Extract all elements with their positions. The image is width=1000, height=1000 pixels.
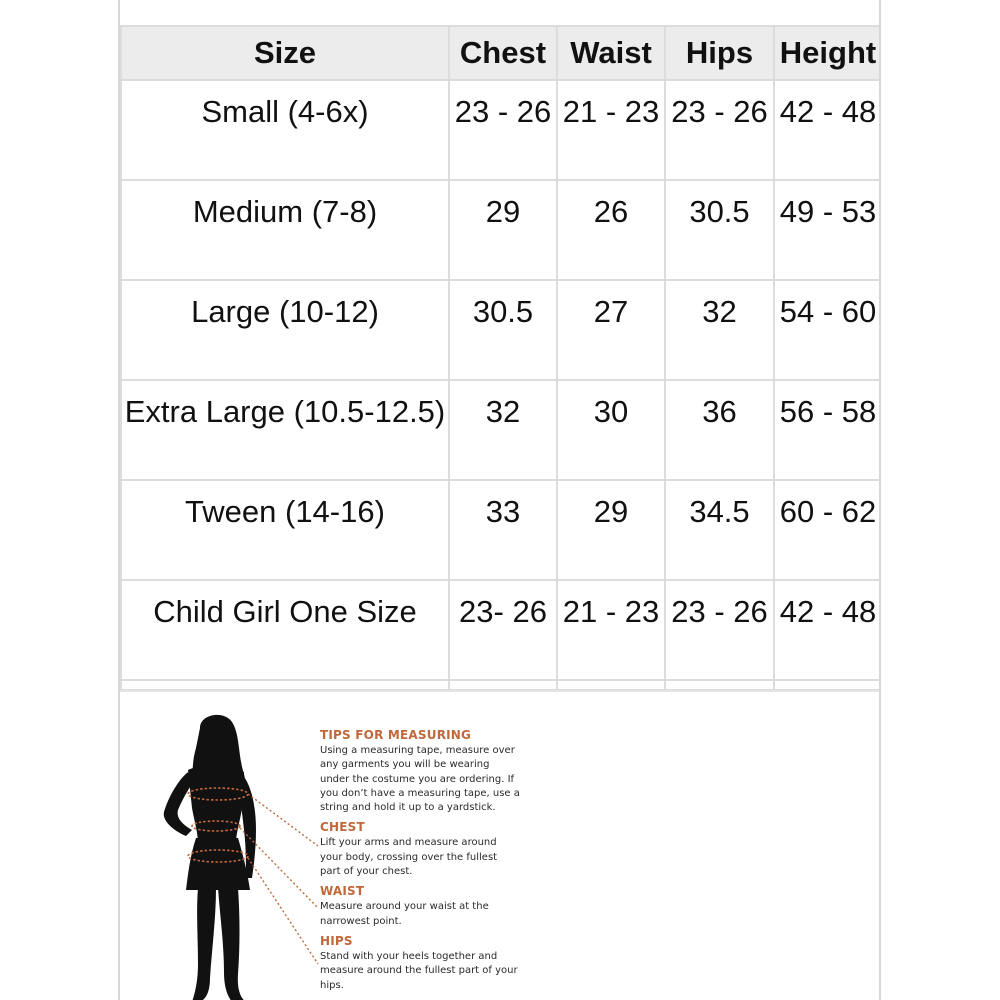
cell-size: Medium (7-8) [121,180,449,280]
table-row [121,480,881,580]
size-chart-table [120,25,881,691]
measuring-tips-section [120,690,881,1000]
cell-waist: 26 [557,180,665,280]
waist-text: Measure around your waist at the narrowest point. [320,901,489,927]
table-row [121,580,881,680]
hips-heading: HIPS [320,933,353,948]
cell-chest: 30.5 [449,280,557,380]
table-row [121,180,881,280]
tips-text-block [320,728,520,998]
waist-heading: WAIST [320,884,365,899]
header-hips: Hips [665,26,774,80]
cell-height: 42 - 48 [774,80,881,180]
table-row [121,380,881,480]
cell-height: 49 - 53 [774,180,881,280]
cell-hips: 36 [665,380,774,480]
header-size: Size [121,26,449,80]
chest-heading: CHEST [320,820,365,835]
cell-height: 60 - 62 [774,480,881,580]
cell-size: Extra Large (10.5-12.5) [121,380,449,480]
table-row [121,280,881,380]
table-row-partial [121,680,881,690]
size-chart-page [118,0,881,1000]
hips-text: Stand with your heels together and measure around the fullest part of your hips. [320,950,518,991]
cell-waist: 21 - 23 [557,80,665,180]
girl-silhouette-image [140,708,320,1000]
table-row [121,80,881,180]
cell-hips: 23 - 26 [665,80,774,180]
cell-hips: 34.5 [665,480,774,580]
header-chest: Chest [449,26,557,80]
cell-chest: 23- 26 [449,580,557,680]
cell-height: 42 - 48 [774,580,881,680]
table-header-row [121,26,881,80]
tips-intro: Using a measuring tape, measure over any garments you will be wearing under the costume you are ordering. If you don’t have a measuring tape, use a string and hold it up to a yardstick. [320,745,520,814]
cell-size: Tween (14-16) [121,480,449,580]
chest-text: Lift your arms and measure around your body, crossing over the fullest part of your chest. [320,837,498,878]
cell-height: 54 - 60 [774,280,881,380]
header-waist: Waist [557,26,665,80]
cell-chest: 23 - 26 [449,80,557,180]
cell-waist: 21 - 23 [557,580,665,680]
header-height: Height [774,26,881,80]
cell-size: Small (4-6x) [121,80,449,180]
tips-title: TIPS FOR MEASURING [320,728,472,742]
cell-hips: 32 [665,280,774,380]
cell-waist: 27 [557,280,665,380]
cell-chest: 33 [449,480,557,580]
cell-size: Large (10-12) [121,280,449,380]
cell-chest: 32 [449,380,557,480]
cell-height: 56 - 58 [774,380,881,480]
cell-hips: 30.5 [665,180,774,280]
cell-hips: 23 - 26 [665,580,774,680]
cell-size: Child Girl One Size [121,580,449,680]
cell-chest: 29 [449,180,557,280]
cell-waist: 29 [557,480,665,580]
cell-waist: 30 [557,380,665,480]
